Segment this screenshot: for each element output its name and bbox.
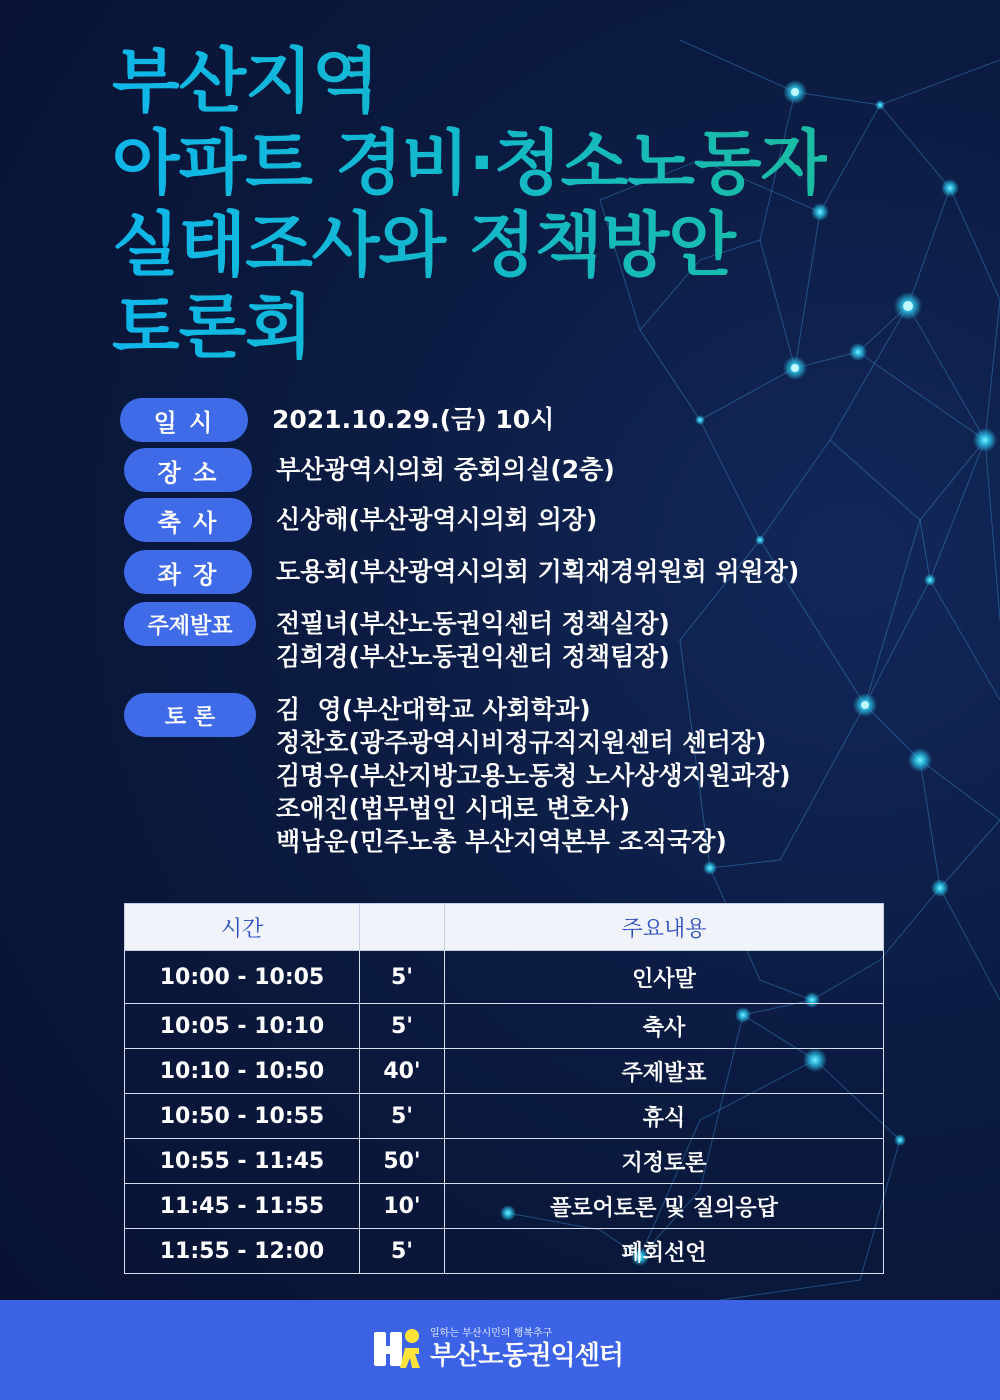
schedule-header-row [125, 904, 884, 951]
table-row [125, 1049, 884, 1094]
datetime-values [272, 398, 554, 436]
discussant-4: 조애진(법무법인 시대로 변호사) [276, 794, 631, 823]
logo-org-name: 부산노동권익센터 [430, 1341, 623, 1371]
time-cell: 10:05 - 10:10 [125, 1004, 360, 1049]
title-line-1: 부산지역 [112, 40, 827, 122]
time-cell: 11:55 - 12:00 [125, 1229, 360, 1274]
info-row-venue [120, 448, 980, 492]
labor-center-logo-icon [372, 1326, 424, 1372]
congratulatory-value: 신상해(부산광역시의회 의장) [276, 505, 598, 534]
header-duration [360, 904, 445, 951]
duration-cell: 5' [360, 951, 445, 1004]
content-cell: 휴식 [445, 1094, 884, 1139]
venue-values [276, 448, 615, 486]
presentation-badge: 주제발표 [124, 602, 256, 646]
time-cell: 10:00 - 10:05 [125, 951, 360, 1004]
info-row-datetime [120, 398, 980, 442]
discussion-values [276, 693, 791, 858]
duration-cell: 5' [360, 1229, 445, 1274]
presentation-values [276, 602, 670, 673]
presenter-2: 김희경(부산노동권익센터 정책팀장) [276, 642, 670, 671]
content-cell: 인사말 [445, 951, 884, 1004]
info-row-presentation [120, 602, 980, 673]
duration-cell: 10' [360, 1184, 445, 1229]
content-cell: 폐회선언 [445, 1229, 884, 1274]
table-row [125, 1094, 884, 1139]
info-row-chair [120, 550, 980, 594]
discussant-5: 백남운(민주노총 부산지역본부 조직국장) [276, 827, 727, 856]
duration-cell: 40' [360, 1049, 445, 1094]
duration-cell: 5' [360, 1094, 445, 1139]
time-cell: 10:10 - 10:50 [125, 1049, 360, 1094]
time-cell: 10:55 - 11:45 [125, 1139, 360, 1184]
header-content: 주요내용 [445, 904, 884, 951]
table-row [125, 1184, 884, 1229]
chair-badge: 좌 장 [124, 550, 252, 594]
discussant-3: 김명우(부산지방고용노동청 노사상생지원과장) [276, 761, 791, 790]
table-row [125, 1139, 884, 1184]
duration-cell: 50' [360, 1139, 445, 1184]
venue-value: 부산광역시의회 중회의실(2층) [276, 455, 615, 484]
content-cell: 주제발표 [445, 1049, 884, 1094]
content-cell: 플로어토론 및 질의응답 [445, 1184, 884, 1229]
discussant-2: 정찬호(광주광역시비정규직지원센터 센터장) [276, 728, 767, 757]
time-cell: 10:50 - 10:55 [125, 1094, 360, 1139]
title-line-3: 실태조사와 정책방안 [112, 204, 827, 286]
info-row-congratulatory [120, 498, 980, 542]
venue-badge: 장 소 [124, 448, 252, 492]
info-row-discussion [120, 693, 980, 858]
chair-value: 도용회(부산광역시의회 기획재경위원회 위원장) [276, 557, 800, 586]
presenter-1: 전필녀(부산노동권익센터 정책실장) [276, 609, 670, 638]
duration-cell: 5' [360, 1004, 445, 1049]
chair-values [276, 550, 799, 588]
logo-text [430, 1327, 623, 1371]
table-row [125, 1229, 884, 1274]
event-title [112, 40, 827, 368]
content-cell: 축사 [445, 1004, 884, 1049]
congratulatory-values [276, 498, 597, 536]
table-row [125, 1004, 884, 1049]
organization-logo [372, 1326, 623, 1372]
schedule-table [124, 903, 884, 1274]
congratulatory-badge: 축 사 [124, 498, 252, 542]
discussion-badge: 토 론 [124, 693, 256, 737]
discussant-1: 김 영(부산대학교 사회학과) [276, 695, 591, 724]
title-line-4: 토론회 [112, 286, 827, 368]
table-row [125, 951, 884, 1004]
header-time: 시간 [125, 904, 360, 951]
event-info [120, 398, 980, 858]
datetime-badge: 일 시 [120, 398, 248, 442]
content-cell: 지정토론 [445, 1139, 884, 1184]
time-cell: 11:45 - 11:55 [125, 1184, 360, 1229]
datetime-value: 2021.10.29.(금) 10시 [272, 405, 555, 434]
logo-slogan: 일하는 부산시민의 행복추구 [430, 1328, 553, 1339]
title-line-2: 아파트 경비·청소노동자 [112, 122, 828, 204]
